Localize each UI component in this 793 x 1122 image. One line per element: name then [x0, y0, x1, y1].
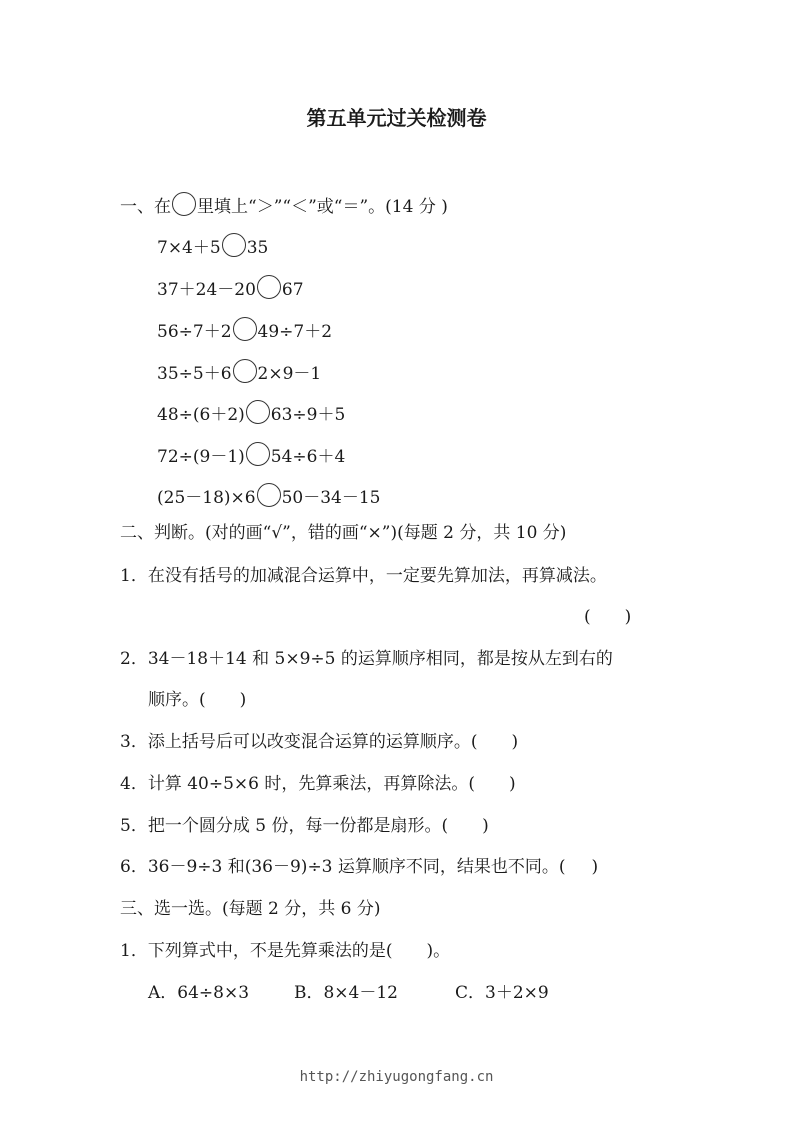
footer-url: http://zhiyugongfang.cn: [299, 1069, 494, 1085]
answer-circle-6[interactable]: [246, 442, 270, 466]
compare-right: 35: [246, 238, 269, 258]
section-1-heading-pre: 一、在: [120, 197, 171, 217]
compare-item-2: [157, 275, 304, 302]
compare-right: 67: [281, 280, 304, 300]
compare-right: 2×9－1: [257, 364, 322, 384]
compare-item-6: [157, 442, 345, 469]
choice-option-c[interactable]: C．3＋2×9: [455, 983, 549, 1003]
compare-right: 54÷6＋4: [270, 447, 346, 467]
answer-circle-icon: [172, 192, 196, 216]
compare-left: 35÷5＋6: [157, 364, 232, 384]
judge-question-3: 3．添上括号后可以改变混合运算的运算顺序。( ): [120, 732, 519, 752]
section-1-heading-post: 里填上“＞”“＜”或“＝”。(14 分 ): [197, 197, 448, 217]
compare-right: 50－34－15: [281, 488, 381, 508]
compare-item-3: [157, 317, 332, 344]
judge-question-2-line-2: 顺序。( ): [148, 690, 247, 710]
judge-answer-paren-1[interactable]: ( ): [584, 607, 632, 627]
compare-left: 56÷7＋2: [157, 322, 232, 342]
section-2-heading: 二、判断。(对的画“√”，错的画“×”)(每题 2 分，共 10 分): [120, 523, 567, 543]
answer-circle-3[interactable]: [233, 317, 257, 341]
compare-item-1: [157, 233, 268, 260]
compare-item-7: [157, 483, 381, 510]
compare-left: 48÷(6＋2): [157, 405, 245, 425]
judge-question-2-line-1: 2．34－18＋14 和 5×9÷5 的运算顺序相同，都是按从左到右的: [120, 649, 613, 669]
section-3-heading: 三、选一选。(每题 2 分，共 6 分): [120, 899, 381, 919]
answer-circle-5[interactable]: [246, 400, 270, 424]
compare-item-4: [157, 359, 321, 386]
judge-question-6: [120, 855, 598, 879]
choice-option-b[interactable]: B．8×4－12: [294, 983, 399, 1003]
judge-question-6-close: ): [591, 857, 599, 877]
answer-circle-7[interactable]: [257, 483, 281, 507]
compare-right: 63÷9＋5: [270, 405, 346, 425]
compare-left: 72÷(9－1): [157, 447, 245, 467]
answer-circle-2[interactable]: [257, 275, 281, 299]
compare-right: 49÷7＋2: [257, 322, 333, 342]
compare-left: (25－18)×6: [157, 488, 256, 508]
page-title: 第五单元过关检测卷: [306, 106, 487, 130]
choice-question-1: 1．下列算式中，不是先算乘法的是( )。: [120, 941, 451, 961]
answer-circle-4[interactable]: [233, 359, 257, 383]
section-1-heading: [120, 192, 448, 219]
judge-question-4: 4．计算 40÷5×6 时，先算乘法，再算除法。( ): [120, 774, 516, 794]
compare-left: 7×4＋5: [157, 238, 221, 258]
judge-question-1: 1．在没有括号的加减混合运算中，一定要先算加法，再算减法。: [120, 566, 607, 586]
compare-left: 37＋24－20: [157, 280, 256, 300]
answer-circle-1[interactable]: [222, 233, 246, 257]
judge-question-5: 5．把一个圆分成 5 份，每一份都是扇形。( ): [120, 816, 489, 836]
choice-option-a[interactable]: A．64÷8×3: [148, 983, 250, 1003]
compare-item-5: [157, 400, 345, 427]
judge-question-6-text: 6．36－9÷3 和(36－9)÷3 运算顺序不同，结果也不同。(: [120, 857, 566, 877]
